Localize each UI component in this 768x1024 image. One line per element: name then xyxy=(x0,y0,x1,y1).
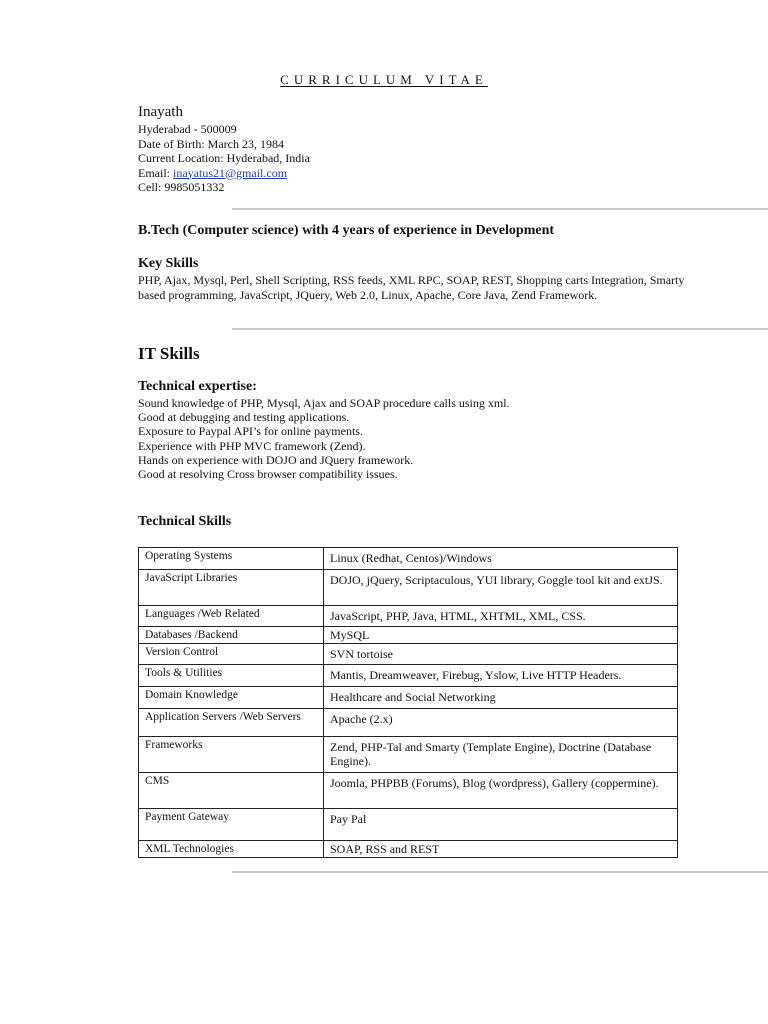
divider-2 xyxy=(232,328,768,330)
skill-value: Linux (Redhat, Centos)/Windows xyxy=(324,548,678,570)
table-row xyxy=(139,809,678,841)
date-of-birth: Date of Birth: March 23, 1984 xyxy=(138,136,284,151)
email-link[interactable]: inayatus21@gmail.com xyxy=(173,165,288,180)
expertise-item: Good at debugging and testing applications. xyxy=(138,410,350,425)
skill-value: Joomla, PHPBB (Forums), Blog (wordpress), Gallery (coppermine). xyxy=(324,773,678,809)
table-row xyxy=(139,548,678,570)
technical-expertise-heading: Technical expertise: xyxy=(138,379,257,394)
table-row xyxy=(139,665,678,687)
table-row xyxy=(139,841,678,858)
skill-value: SOAP, RSS and REST xyxy=(324,841,678,858)
headline: B.Tech (Computer science) with 4 years of experience in Development xyxy=(138,223,555,238)
table-row xyxy=(139,773,678,809)
address: Hyderabad - 500009 xyxy=(138,122,237,136)
key-skills-heading: Key Skills xyxy=(138,256,199,271)
skill-category: Domain Knowledge xyxy=(139,687,324,709)
skill-category: Databases /Backend xyxy=(139,627,324,644)
expertise-item: Experience with PHP MVC framework (Zend). xyxy=(138,438,366,453)
document-title: CURRICULUM VITAE xyxy=(280,72,488,87)
skill-category: Frameworks xyxy=(139,737,324,773)
skill-category: Application Servers /Web Servers xyxy=(139,709,324,737)
expertise-item: Sound knowledge of PHP, Mysql, Ajax and SOAP procedure calls using xml. xyxy=(138,396,510,410)
skill-value: MySQL xyxy=(324,627,678,644)
contact-block xyxy=(138,122,310,195)
key-skills-text: PHP, Ajax, Mysql, Perl, Shell Scripting, RSS feeds, XML RPC, SOAP, REST, Shopping carts Integration, Smarty based programming, JavaScript, JQuery, Web 2.0, Linux, Apache, Core Java, Zend Framework. xyxy=(138,273,685,302)
cell-phone: Cell: 9985051332 xyxy=(138,180,225,194)
table-row xyxy=(139,606,678,627)
table-row xyxy=(139,570,678,606)
expertise-item: Good at resolving Cross browser compatibility issues. xyxy=(138,467,398,482)
skill-category: Operating Systems xyxy=(139,548,324,570)
candidate-name: Inayath xyxy=(138,104,183,120)
email-label: Email: xyxy=(138,165,173,180)
technical-skills-heading: Technical Skills xyxy=(138,514,232,529)
table-row xyxy=(139,644,678,665)
skill-value: JavaScript, PHP, Java, HTML, XHTML, XML, CSS. xyxy=(324,606,678,627)
table-row xyxy=(139,737,678,773)
table-row xyxy=(139,709,678,737)
skill-category: Payment Gateway xyxy=(139,809,324,841)
skill-value: Pay Pal xyxy=(324,809,678,841)
skill-category: JavaScript Libraries xyxy=(139,570,324,606)
divider-1 xyxy=(232,208,768,210)
skill-category: CMS xyxy=(139,773,324,809)
expertise-item: Exposure to Paypal API’s for online payments. xyxy=(138,424,363,439)
technical-expertise-list xyxy=(138,396,510,481)
skill-value: Zend, PHP-Tal and Smarty (Template Engine), Doctrine (Database Engine). xyxy=(324,737,678,773)
email-line xyxy=(138,166,310,181)
skill-value: DOJO, jQuery, Scriptaculous, YUI library, Goggle tool kit and extJS. xyxy=(324,570,678,606)
skill-value: Healthcare and Social Networking xyxy=(324,687,678,709)
it-skills-heading: IT Skills xyxy=(138,344,200,363)
current-location: Current Location: Hyderabad, India xyxy=(138,151,310,165)
skill-category: Tools & Utilities xyxy=(139,665,324,687)
skill-value: Mantis, Dreamweaver, Firebug, Yslow, Live HTTP Headers. xyxy=(324,665,678,687)
divider-3 xyxy=(232,871,768,873)
expertise-item: Hands on experience with DOJO and JQuery framework. xyxy=(138,452,414,467)
skill-category: XML Technologies xyxy=(139,841,324,858)
skill-category: Languages /Web Related xyxy=(139,606,324,627)
skill-value: SVN tortoise xyxy=(324,644,678,665)
table-row xyxy=(139,687,678,709)
technical-skills-table xyxy=(138,547,678,858)
table-row xyxy=(139,627,678,644)
skill-value: Apache (2.x) xyxy=(324,709,678,737)
skill-category: Version Control xyxy=(139,644,324,665)
